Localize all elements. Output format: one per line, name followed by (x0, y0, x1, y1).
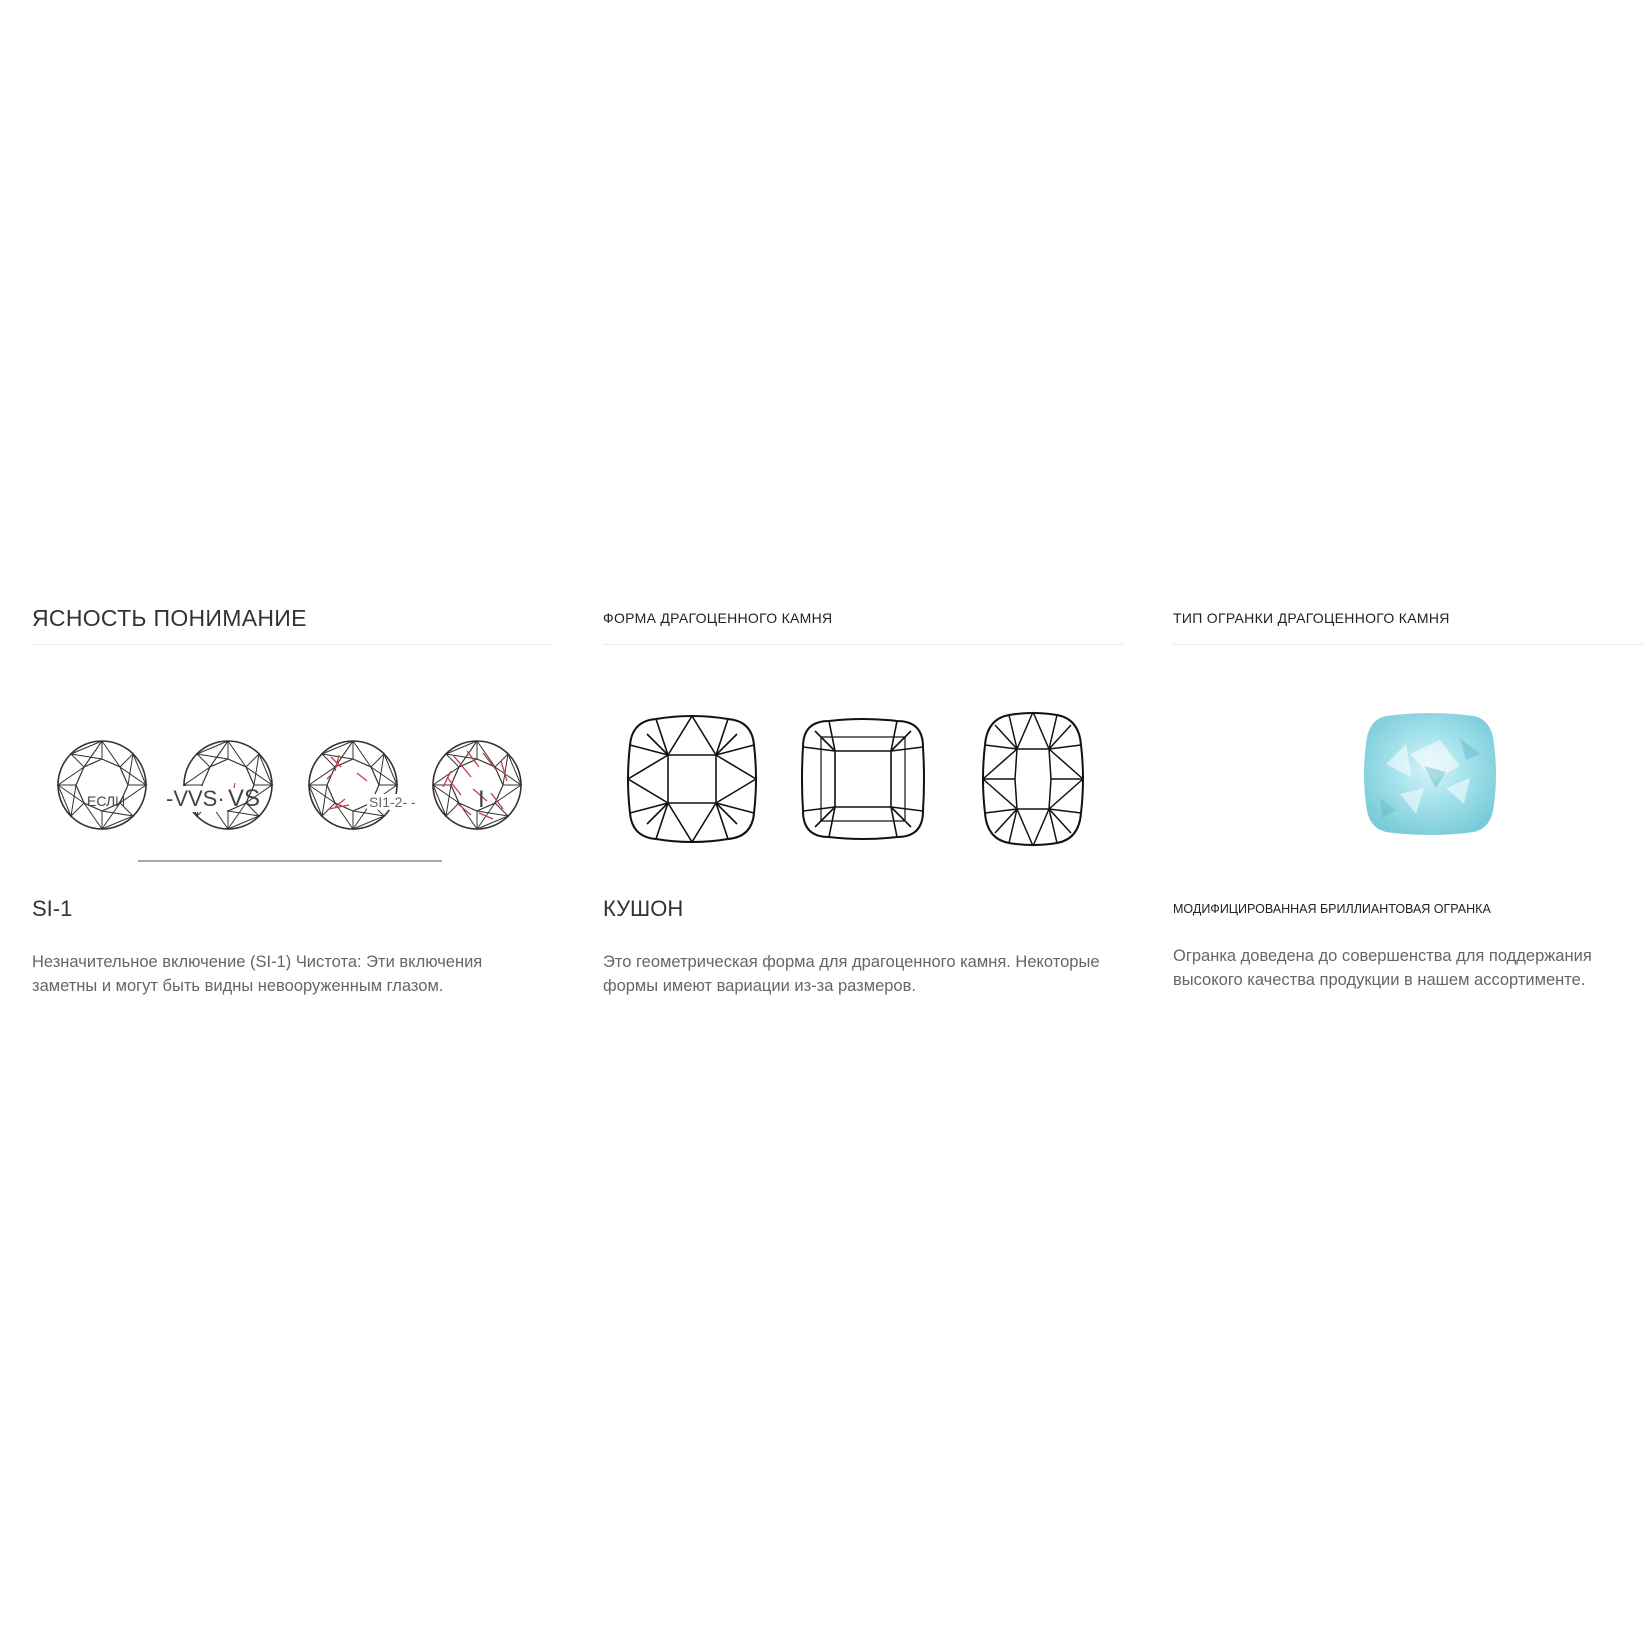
clarity-diamond-if (58, 741, 146, 829)
shape-description: Это геометрическая форма для драгоценного камня. Некоторые формы имеют вариации из-за размеров. (603, 953, 1100, 995)
clarity-diamond-si (309, 741, 397, 829)
clarity-label-si: SI1-2- - (369, 794, 416, 810)
cut-section (1173, 600, 1644, 989)
clarity-label-vs: VS (228, 785, 261, 812)
shape-section (603, 600, 1123, 995)
divider (1173, 644, 1644, 645)
cushion-step-view (802, 719, 924, 839)
clarity-label-vvs: -VVS· (166, 786, 225, 811)
clarity-heading: ЯСНОСТЬ ПОНИМАНИЕ (32, 605, 307, 631)
clarity-section (32, 600, 552, 995)
clarity-diamond-i (433, 741, 521, 829)
cushion-elongated-view (983, 712, 1083, 846)
divider (32, 644, 552, 645)
clarity-description: Незначительное включение (SI-1) Чистота: Эти включения заметны и могут быть видны невооруженным глазом. (32, 953, 483, 995)
cut-heading: ТИП ОГРАНКИ ДРАГОЦЕННОГО КАМНЯ (1173, 610, 1450, 626)
cushion-top-view (628, 716, 756, 842)
divider (603, 644, 1123, 645)
clarity-label-if: ЕСЛИ (87, 793, 126, 809)
cushion-shape-diagram (603, 662, 1123, 872)
cut-description: Огранка доведена до совершенства для поддержания высокого качества продукции в нашем ассортименте. (1173, 947, 1592, 989)
cut-name: МОДИФИЦИРОВАННАЯ БРИЛЛИАНТОВАЯ ОГРАНКА (1173, 902, 1491, 916)
clarity-grade: SI-1 (32, 896, 73, 921)
shape-name: КУШОН (603, 896, 684, 921)
shape-heading: ФОРМА ДРАГОЦЕННОГО КАМНЯ (603, 610, 833, 626)
clarity-scale-diagram (32, 660, 552, 870)
clarity-label-i: I (478, 786, 485, 813)
gemstone-image (1173, 662, 1643, 872)
